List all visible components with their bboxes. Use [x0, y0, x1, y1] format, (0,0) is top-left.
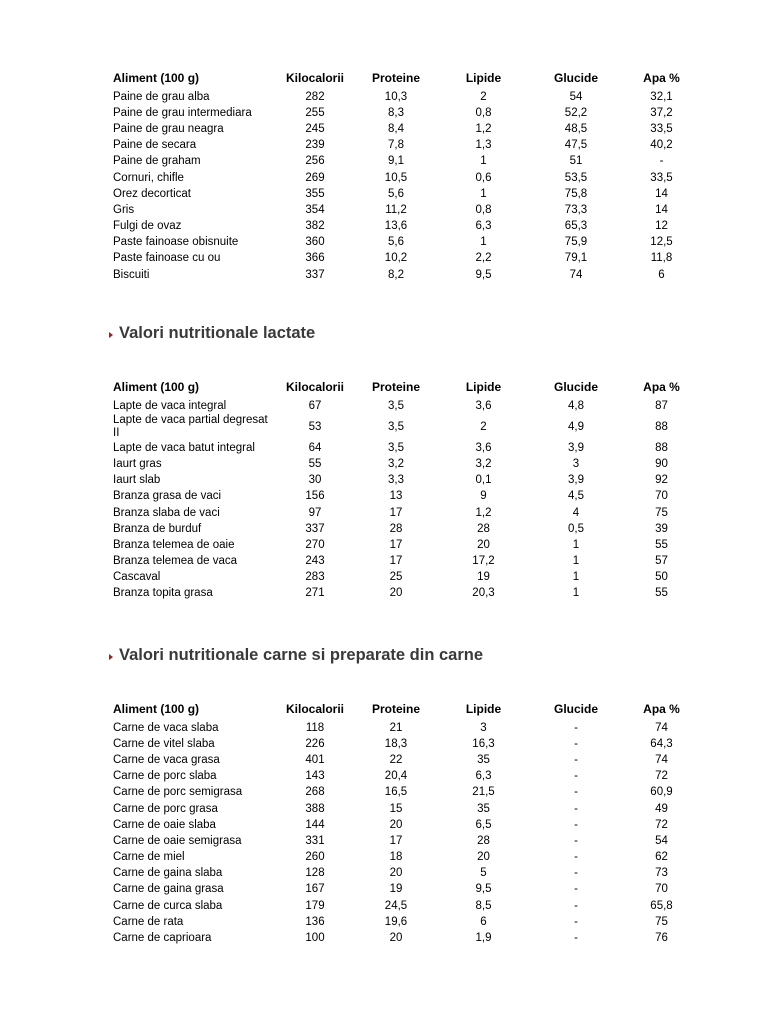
lipid-cell: 2,2 [475, 252, 492, 265]
water-cell: 88 [655, 441, 668, 454]
protein-cell: 25 [389, 571, 403, 584]
protein-cell: 8,3 [388, 106, 404, 119]
lipid-cell: 1,2 [475, 506, 492, 519]
water-cell: 64,3 [650, 737, 673, 750]
column-header-proteine: Proteine [371, 380, 420, 394]
water-cell: 73 [655, 867, 668, 880]
glucide-cell: 0,5 [568, 522, 584, 535]
glucide-cell: - [574, 737, 578, 750]
food-name-cell: Paste fainoase obisnuite [113, 236, 239, 249]
glucide-cell: - [574, 851, 578, 864]
glucide-cell: 1 [572, 587, 580, 600]
water-cell: 65,8 [650, 899, 673, 912]
food-name-cell: Carne de vaca grasa [113, 753, 220, 766]
kcal-cell: 270 [305, 538, 325, 551]
table-row [109, 251, 697, 267]
water-cell: 87 [655, 399, 668, 412]
table-row [109, 769, 697, 785]
lipid-cell: 6 [480, 915, 487, 928]
nutrition-table-carne [109, 698, 697, 947]
lipid-cell: 3,6 [475, 441, 492, 454]
table-row [109, 267, 697, 283]
table-header-row [109, 698, 697, 720]
water-cell: 60,9 [650, 786, 673, 799]
table-header-row [109, 376, 697, 398]
lipid-cell: 28 [477, 522, 490, 535]
protein-cell: 17 [389, 506, 403, 519]
glucide-cell: - [574, 899, 578, 912]
food-name-cell: Paine de secara [113, 139, 197, 152]
water-cell: 11,8 [650, 252, 673, 265]
kcal-cell: 156 [305, 490, 325, 503]
food-name-cell: Iaurt gras [113, 457, 162, 470]
protein-cell: 20 [389, 932, 403, 945]
glucide-cell: - [574, 932, 578, 945]
lipid-cell: 5 [480, 867, 487, 880]
lipid-cell: 21,5 [472, 786, 495, 799]
food-name-cell: Paste fainoase cu ou [113, 252, 221, 265]
lipid-cell: 35 [477, 802, 490, 815]
glucide-cell: 75,9 [564, 236, 588, 249]
section-title: Valori nutritionale lactate [119, 324, 316, 342]
protein-cell: 13,6 [384, 220, 408, 233]
glucide-cell: 3,9 [568, 474, 584, 487]
table-row [109, 219, 697, 235]
table-row [109, 398, 697, 414]
food-name-cell: Carne de oaie semigrasa [113, 834, 242, 847]
triangle-right-icon [109, 332, 113, 338]
food-name-cell: Carne de vitel slaba [113, 737, 215, 750]
protein-cell: 9,1 [388, 155, 404, 168]
food-name-cell: Carne de vaca slaba [113, 721, 219, 734]
table-row [109, 121, 697, 137]
water-cell: 57 [655, 555, 668, 568]
lipid-cell: 35 [477, 753, 490, 766]
section-heading-lactate [109, 324, 315, 343]
kcal-cell: 255 [305, 106, 325, 119]
protein-cell: 17 [389, 834, 403, 847]
glucide-cell: - [574, 883, 578, 896]
protein-cell: 5,6 [388, 236, 404, 249]
protein-cell: 17 [389, 555, 403, 568]
food-name-cell: Paine de grau intermediara [113, 106, 252, 119]
water-cell: 55 [655, 587, 668, 600]
water-cell: 40,2 [650, 139, 673, 152]
glucide-cell: 53,5 [564, 171, 588, 184]
table-row [109, 537, 697, 553]
table-row [109, 785, 697, 801]
nutrition-table-lactate [109, 376, 697, 602]
water-cell: - [659, 155, 664, 168]
water-cell: 70 [655, 490, 668, 503]
lipid-cell: 1 [480, 187, 487, 200]
lipid-cell: 2 [480, 90, 487, 103]
protein-cell: 13 [389, 490, 403, 503]
protein-cell: 24,5 [384, 899, 408, 912]
water-cell: 90 [655, 457, 668, 470]
food-name-cell: Fulgi de ovaz [113, 220, 182, 233]
lipid-cell: 0,6 [475, 171, 492, 184]
water-cell: 33,5 [650, 171, 673, 184]
glucide-cell: 1 [572, 555, 580, 568]
table-row [109, 138, 697, 154]
column-header-apa: Apa % [643, 702, 680, 716]
food-name-cell: Carne de porc grasa [113, 802, 218, 815]
protein-cell: 3,3 [388, 474, 404, 487]
water-cell: 14 [655, 187, 668, 200]
glucide-cell: 75,8 [564, 187, 588, 200]
protein-cell: 16,5 [384, 786, 408, 799]
water-cell: 12 [655, 220, 668, 233]
food-name-cell: Lapte de vaca batut integral [113, 441, 255, 454]
column-header-aliment: Aliment (100 g) [113, 380, 200, 394]
glucide-cell: 4,8 [568, 399, 584, 412]
kcal-cell: 245 [305, 122, 325, 135]
lipid-cell: 20 [477, 851, 490, 864]
water-cell: 37,2 [650, 106, 673, 119]
lipid-cell: 1,3 [475, 139, 492, 152]
lipid-cell: 2 [480, 420, 487, 433]
food-name-cell: Branza telemea de oaie [113, 538, 235, 551]
glucide-cell: 1 [572, 571, 580, 584]
glucide-cell: 1 [572, 538, 580, 551]
lipid-cell: 16,3 [472, 737, 495, 750]
food-name-cell: Carne de gaina grasa [113, 883, 224, 896]
protein-cell: 15 [389, 802, 403, 815]
table-row [109, 521, 697, 537]
food-name-cell: Branza de burduf [113, 522, 202, 535]
glucide-cell: 79,1 [564, 252, 588, 265]
food-name-cell: Branza telemea de vaca [113, 555, 238, 568]
lipid-cell: 6,3 [475, 220, 492, 233]
column-header-aliment: Aliment (100 g) [113, 702, 200, 716]
column-header-apa: Apa % [643, 71, 680, 85]
food-name-cell: Branza slaba de vaci [113, 506, 220, 519]
column-header-kilocalorii: Kilocalorii [285, 71, 344, 85]
column-header-aliment: Aliment (100 g) [113, 71, 200, 85]
kcal-cell: 100 [305, 932, 325, 945]
food-name-cell: Paine de grau alba [113, 90, 210, 103]
protein-cell: 3,5 [388, 399, 404, 412]
protein-cell: 8,4 [388, 122, 404, 135]
water-cell: 55 [655, 538, 668, 551]
water-cell: 32,1 [650, 90, 673, 103]
column-header-apa: Apa % [643, 380, 680, 394]
table-row [109, 720, 697, 736]
kcal-cell: 143 [305, 770, 325, 783]
table-row [109, 930, 697, 946]
table-row [109, 586, 697, 602]
kcal-cell: 360 [305, 236, 325, 249]
column-header-glucide: Glucide [553, 71, 598, 85]
column-header-lipide: Lipide [465, 71, 502, 85]
table-row [109, 817, 697, 833]
protein-cell: 18 [389, 851, 403, 864]
table-row [109, 882, 697, 898]
protein-cell: 5,6 [388, 187, 404, 200]
lipid-cell: 6,3 [475, 770, 492, 783]
column-header-kilocalorii: Kilocalorii [285, 380, 344, 394]
food-name-cell: Paine de grau neagra [113, 122, 224, 135]
lipid-cell: 3,2 [475, 457, 492, 470]
glucide-cell: 4,9 [568, 420, 584, 433]
table-row [109, 456, 697, 472]
kcal-cell: 256 [305, 155, 325, 168]
lipid-cell: 20,3 [472, 587, 495, 600]
table-row [109, 736, 697, 752]
glucide-cell: 73,3 [564, 203, 588, 216]
glucide-cell: - [574, 802, 578, 815]
table-row [109, 505, 697, 521]
table-header-row [109, 67, 697, 89]
water-cell: 50 [655, 571, 668, 584]
lipid-cell: 8,5 [475, 899, 492, 912]
protein-cell: 20,4 [384, 770, 408, 783]
kcal-cell: 269 [305, 171, 325, 184]
table-row [109, 235, 697, 251]
food-name-cell: Lapte de vaca integral [113, 399, 227, 412]
lipid-cell: 19 [477, 571, 490, 584]
lipid-cell: 9,5 [475, 883, 492, 896]
food-name-cell: Carne de porc semigrasa [113, 786, 243, 799]
water-cell: 33,5 [650, 122, 673, 135]
lipid-cell: 0,1 [475, 474, 492, 487]
kcal-cell: 337 [305, 522, 325, 535]
food-name-cell: Lapte de vaca partial degresat II [113, 414, 268, 440]
water-cell: 12,5 [650, 236, 673, 249]
food-name-cell: Cascaval [113, 571, 161, 584]
protein-cell: 18,3 [384, 737, 408, 750]
column-header-proteine: Proteine [371, 702, 420, 716]
column-header-proteine: Proteine [371, 71, 420, 85]
table-row [109, 570, 697, 586]
table-row [109, 866, 697, 882]
kcal-cell: 55 [308, 457, 322, 470]
water-cell: 74 [655, 721, 668, 734]
table-row [109, 414, 697, 440]
column-header-glucide: Glucide [553, 702, 598, 716]
glucide-cell: - [574, 867, 578, 880]
table-row [109, 833, 697, 849]
protein-cell: 19 [389, 883, 403, 896]
glucide-cell: 51 [569, 155, 583, 168]
water-cell: 14 [655, 203, 668, 216]
table-row [109, 752, 697, 768]
water-cell: 92 [655, 474, 668, 487]
protein-cell: 20 [389, 818, 403, 831]
kcal-cell: 282 [305, 90, 325, 103]
lipid-cell: 17,2 [472, 555, 495, 568]
table-row [109, 154, 697, 170]
kcal-cell: 354 [305, 203, 325, 216]
protein-cell: 17 [389, 538, 403, 551]
section-title: Valori nutritionale carne si preparate din carne [119, 646, 484, 664]
table-row [109, 489, 697, 505]
glucide-cell: 65,3 [564, 220, 588, 233]
table-row [109, 440, 697, 456]
glucide-cell: - [574, 753, 578, 766]
protein-cell: 3,5 [388, 441, 404, 454]
kcal-cell: 67 [308, 399, 322, 412]
table-row [109, 89, 697, 105]
protein-cell: 20 [389, 587, 403, 600]
lipid-cell: 1 [480, 236, 487, 249]
triangle-right-icon [109, 654, 113, 660]
table-row [109, 898, 697, 914]
water-cell: 72 [655, 818, 668, 831]
glucide-cell: 52,2 [564, 106, 588, 119]
water-cell: 74 [655, 753, 668, 766]
lipid-cell: 3 [480, 721, 487, 734]
food-name-cell: Branza grasa de vaci [113, 490, 222, 503]
section-heading-carne [109, 646, 483, 665]
kcal-cell: 167 [305, 883, 325, 896]
protein-cell: 11,2 [385, 203, 407, 216]
food-name-cell: Carne de porc slaba [113, 770, 217, 783]
column-header-glucide: Glucide [553, 380, 598, 394]
food-name-cell: Iaurt slab [113, 474, 161, 487]
table-row [109, 202, 697, 218]
glucide-cell: 48,5 [564, 122, 588, 135]
glucide-cell: - [574, 770, 578, 783]
kcal-cell: 382 [305, 220, 325, 233]
protein-cell: 20 [389, 867, 403, 880]
glucide-cell: 74 [569, 268, 583, 281]
protein-cell: 10,2 [384, 252, 408, 265]
glucide-cell: 47,5 [564, 139, 588, 152]
kcal-cell: 226 [305, 737, 325, 750]
nutrition-table-cereals [109, 67, 697, 283]
kcal-cell: 388 [305, 802, 325, 815]
kcal-cell: 136 [305, 915, 325, 928]
kcal-cell: 239 [305, 139, 325, 152]
water-cell: 72 [655, 770, 668, 783]
lipid-cell: 0,8 [475, 203, 492, 216]
table-row [109, 186, 697, 202]
kcal-cell: 331 [305, 834, 325, 847]
lipid-cell: 20 [477, 538, 490, 551]
water-cell: 76 [655, 932, 668, 945]
kcal-cell: 260 [305, 851, 325, 864]
kcal-cell: 355 [305, 187, 325, 200]
glucide-cell: 4,5 [568, 490, 584, 503]
glucide-cell: - [574, 915, 578, 928]
table-row [109, 554, 697, 570]
kcal-cell: 30 [308, 474, 322, 487]
protein-cell: 10,3 [384, 90, 408, 103]
kcal-cell: 53 [308, 420, 322, 433]
lipid-cell: 1 [480, 155, 487, 168]
water-cell: 54 [655, 834, 668, 847]
food-name-cell: Gris [113, 203, 135, 216]
table-row [109, 801, 697, 817]
kcal-cell: 271 [305, 587, 325, 600]
protein-cell: 8,2 [388, 268, 404, 281]
food-name-cell: Branza topita grasa [113, 587, 213, 600]
lipid-cell: 0,8 [475, 106, 492, 119]
protein-cell: 21 [389, 721, 403, 734]
lipid-cell: 6,5 [475, 818, 492, 831]
kcal-cell: 97 [308, 506, 322, 519]
table-row [109, 914, 697, 930]
glucide-cell: 4 [572, 506, 580, 519]
kcal-cell: 366 [305, 252, 325, 265]
water-cell: 62 [655, 851, 668, 864]
kcal-cell: 144 [305, 818, 325, 831]
food-name-cell: Carne de miel [113, 851, 185, 864]
column-header-lipide: Lipide [465, 702, 502, 716]
protein-cell: 3,2 [388, 457, 404, 470]
kcal-cell: 179 [305, 899, 325, 912]
lipid-cell: 1,2 [475, 122, 492, 135]
glucide-cell: - [574, 818, 578, 831]
glucide-cell: 3 [572, 457, 580, 470]
food-name-cell: Carne de caprioara [113, 932, 212, 945]
protein-cell: 22 [389, 753, 403, 766]
protein-cell: 10,5 [384, 171, 408, 184]
protein-cell: 7,8 [388, 139, 404, 152]
water-cell: 88 [655, 420, 668, 433]
glucide-cell: - [574, 834, 578, 847]
food-name-cell: Carne de gaina slaba [113, 867, 223, 880]
lipid-cell: 9 [480, 490, 487, 503]
food-name-cell: Carne de oaie slaba [113, 818, 216, 831]
lipid-cell: 28 [477, 834, 490, 847]
table-row [109, 473, 697, 489]
protein-cell: 3,5 [388, 420, 404, 433]
water-cell: 6 [658, 268, 665, 281]
glucide-cell: - [574, 721, 578, 734]
food-name-cell: Paine de graham [113, 155, 201, 168]
kcal-cell: 128 [305, 867, 325, 880]
kcal-cell: 268 [305, 786, 325, 799]
lipid-cell: 9,5 [475, 268, 492, 281]
glucide-cell: 3,9 [568, 441, 584, 454]
water-cell: 75 [655, 506, 668, 519]
column-header-lipide: Lipide [465, 380, 502, 394]
table-row [109, 850, 697, 866]
table-row [109, 105, 697, 121]
lipid-cell: 3,6 [475, 399, 492, 412]
food-name-cell: Cornuri, chifle [113, 171, 184, 184]
kcal-cell: 118 [305, 721, 325, 734]
glucide-cell: - [574, 786, 578, 799]
protein-cell: 28 [389, 522, 403, 535]
kcal-cell: 283 [305, 571, 325, 584]
protein-cell: 19,6 [384, 915, 408, 928]
food-name-cell: Orez decorticat [113, 187, 191, 200]
food-name-cell: Carne de rata [113, 915, 184, 928]
water-cell: 70 [655, 883, 668, 896]
water-cell: 75 [655, 915, 668, 928]
kcal-cell: 401 [305, 753, 325, 766]
kcal-cell: 243 [305, 555, 325, 568]
lipid-cell: 1,9 [475, 932, 492, 945]
column-header-kilocalorii: Kilocalorii [285, 702, 344, 716]
table-row [109, 170, 697, 186]
food-name-cell: Biscuiti [113, 268, 150, 281]
kcal-cell: 64 [308, 441, 322, 454]
water-cell: 49 [655, 802, 668, 815]
glucide-cell: 54 [569, 90, 583, 103]
kcal-cell: 337 [305, 268, 325, 281]
food-name-cell: Carne de curca slaba [113, 899, 223, 912]
water-cell: 39 [655, 522, 668, 535]
